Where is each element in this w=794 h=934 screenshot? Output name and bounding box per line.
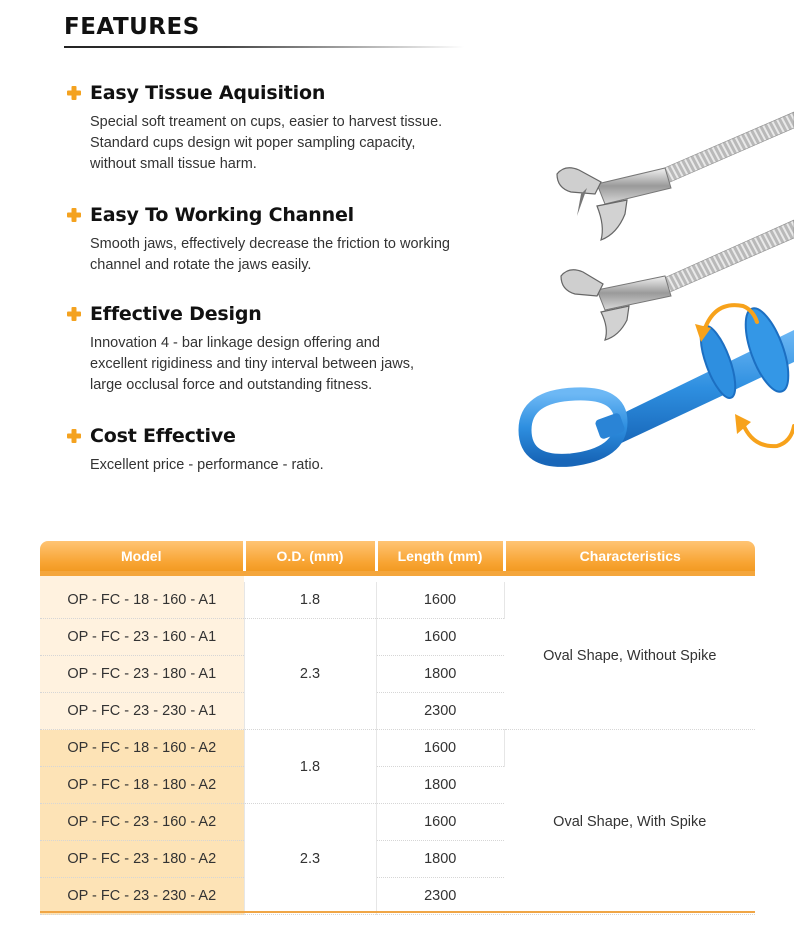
- characteristics-cell: Oval Shape, With Spike: [504, 730, 755, 915]
- model-cell: OP - FC - 23 - 230 - A1: [40, 693, 244, 730]
- header-od: O.D. (mm): [244, 541, 376, 574]
- od-cell: 2.3: [244, 619, 376, 730]
- feature-title: Cost Effective: [90, 425, 236, 447]
- od-cell: 1.8: [244, 582, 376, 619]
- table-header-row: [40, 541, 755, 574]
- page-title: FEATURES: [64, 14, 200, 40]
- header-characteristics: Characteristics: [504, 541, 755, 574]
- length-cell: 1600: [376, 730, 504, 767]
- forceps-tip-upper: [557, 112, 794, 240]
- table-row: [40, 582, 755, 619]
- feature-description: Smooth jaws, effectively decrease the friction to working channel and rotate the jaws easily.: [90, 236, 450, 273]
- length-cell: 1800: [376, 841, 504, 878]
- model-cell: OP - FC - 18 - 180 - A2: [40, 767, 244, 804]
- plus-icon: [66, 207, 82, 223]
- length-cell: 1800: [376, 767, 504, 804]
- model-cell: OP - FC - 23 - 230 - A2: [40, 878, 244, 915]
- feature-item: [66, 425, 506, 476]
- model-cell: OP - FC - 23 - 180 - A1: [40, 656, 244, 693]
- od-cell: 1.8: [244, 730, 376, 804]
- plus-icon: [66, 85, 82, 101]
- feature-description: Special soft treament on cups, easier to harvest tissue. Standard cups design wit poper sampling capacity, without small tissue harm.: [90, 114, 443, 172]
- length-cell: 2300: [376, 693, 504, 730]
- header-model: Model: [40, 541, 244, 574]
- model-cell: OP - FC - 18 - 160 - A1: [40, 582, 244, 619]
- model-cell: OP - FC - 23 - 160 - A2: [40, 804, 244, 841]
- model-cell: OP - FC - 18 - 160 - A2: [40, 730, 244, 767]
- feature-title: Easy Tissue Aquisition: [90, 82, 326, 104]
- length-cell: 1600: [376, 804, 504, 841]
- plus-icon: [66, 428, 82, 444]
- length-cell: 1600: [376, 582, 504, 619]
- length-cell: 1800: [376, 656, 504, 693]
- od-cell: 2.3: [244, 804, 376, 915]
- feature-description: Excellent price - performance - ratio.: [90, 457, 324, 473]
- length-cell: 2300: [376, 878, 504, 915]
- forceps-product-image: [505, 100, 794, 500]
- feature-title: Effective Design: [90, 303, 262, 325]
- feature-item: [66, 204, 506, 276]
- feature-item: [66, 303, 506, 396]
- header-length: Length (mm): [376, 541, 504, 574]
- feature-description: Innovation 4 - bar linkage design offering and excellent rigidiness and tiny interval between jaws, large occlusal force and outstanding fitness.: [90, 335, 415, 393]
- title-underline: [64, 46, 464, 48]
- table-row: [40, 730, 755, 767]
- feature-item: [66, 82, 506, 175]
- feature-title: Easy To Working Channel: [90, 204, 354, 226]
- table-bottom-rule: [40, 911, 755, 913]
- length-cell: 1600: [376, 619, 504, 656]
- plus-icon: [66, 306, 82, 322]
- model-cell: OP - FC - 23 - 160 - A1: [40, 619, 244, 656]
- characteristics-cell: Oval Shape, Without Spike: [504, 582, 755, 730]
- spec-table: [40, 541, 755, 915]
- model-cell: OP - FC - 23 - 180 - A2: [40, 841, 244, 878]
